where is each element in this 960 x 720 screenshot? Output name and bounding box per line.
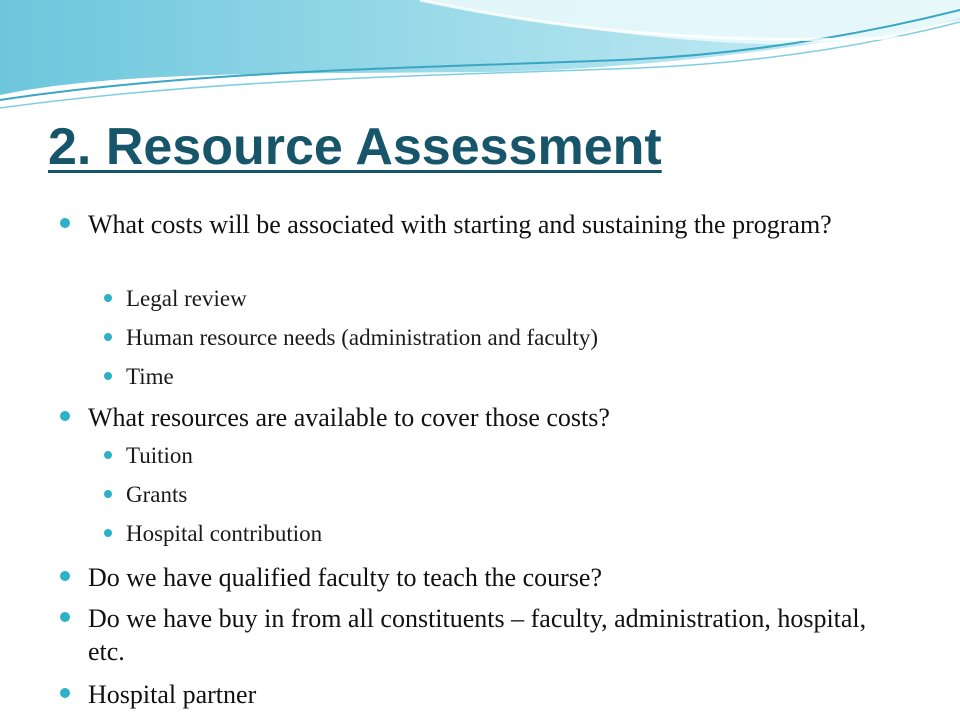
bullet-dot-icon	[104, 333, 112, 341]
bullet-item	[88, 678, 908, 711]
bullet-dot-icon	[104, 294, 112, 302]
bullet-dot-icon	[60, 688, 70, 698]
sub-bullet-text: Grants	[126, 482, 188, 507]
sub-bullet-text: Human resource needs (administration and faculty)	[126, 325, 598, 350]
bullet-item	[88, 561, 908, 594]
sub-bullet-item	[126, 441, 906, 471]
bullet-text: What resources are available to cover those costs?	[88, 403, 610, 432]
bullet-item	[88, 401, 908, 434]
bullet-dot-icon	[60, 612, 70, 622]
sub-bullet-item	[126, 362, 906, 392]
sub-bullet-item	[126, 323, 906, 353]
sub-bullet-text: Hospital contribution	[126, 521, 323, 546]
sub-bullet-item	[126, 519, 906, 549]
sub-bullet-text: Tuition	[126, 443, 193, 468]
bullet-dot-icon	[104, 490, 112, 498]
bullet-item	[88, 208, 908, 241]
sub-bullet-item	[126, 480, 906, 510]
bullet-dot-icon	[60, 218, 70, 228]
bullet-text: Do we have buy in from all constituents – faculty, administration, hospital, etc.	[88, 604, 867, 666]
sub-bullet-text: Time	[126, 364, 174, 389]
bullet-text: Hospital partner	[88, 680, 257, 709]
slide-title: 2. Resource Assessment	[48, 118, 662, 176]
bullet-item	[88, 602, 908, 668]
bullet-dot-icon	[60, 411, 70, 421]
bullet-text: Do we have qualified faculty to teach the course?	[88, 563, 602, 592]
bullet-text: What costs will be associated with starting and sustaining the program?	[88, 210, 832, 239]
bullet-dot-icon	[104, 529, 112, 537]
bullet-dot-icon	[60, 571, 70, 581]
sub-bullet-item	[126, 284, 906, 314]
bullet-dot-icon	[104, 451, 112, 459]
sub-bullet-text: Legal review	[126, 286, 247, 311]
bullet-dot-icon	[104, 372, 112, 380]
